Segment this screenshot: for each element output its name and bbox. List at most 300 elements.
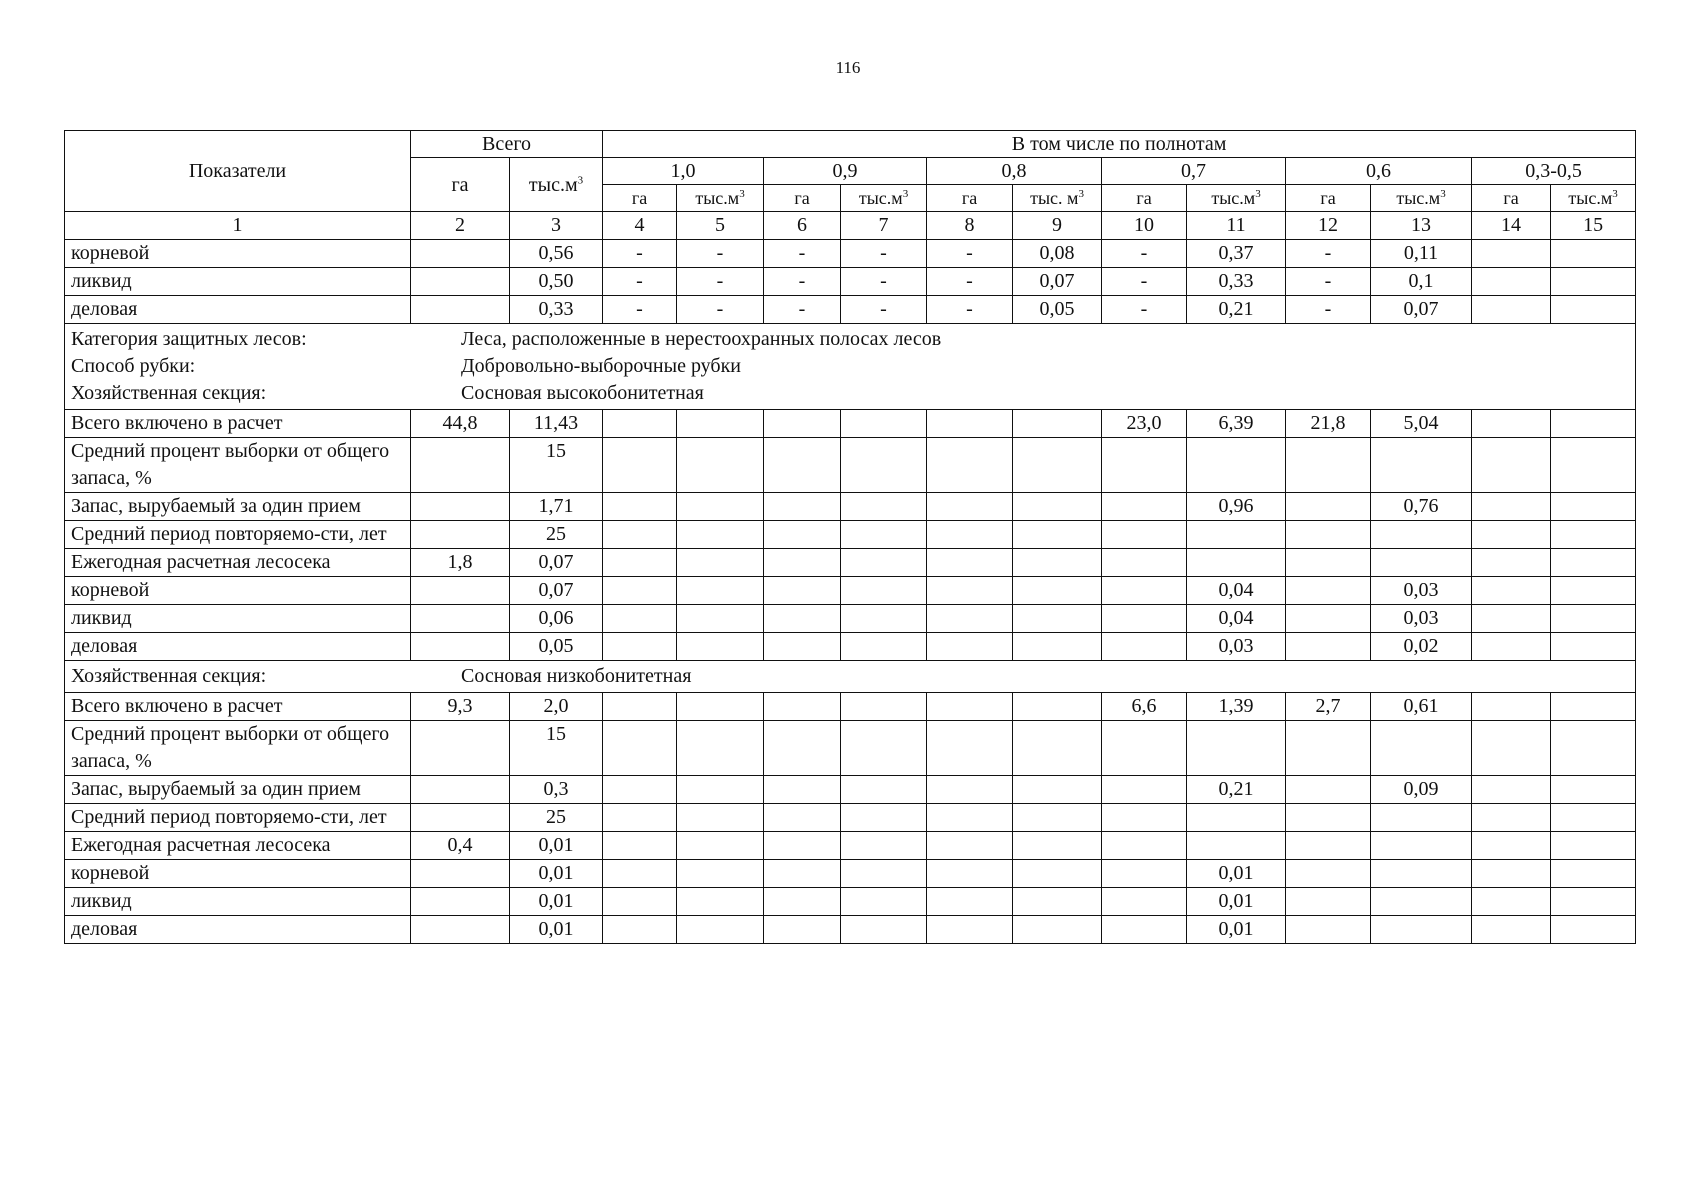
table-cell [927, 776, 1013, 804]
table-cell [411, 240, 510, 268]
table-cell [1472, 916, 1551, 944]
unit-m3: $тыс.м^3$ [1551, 185, 1636, 212]
table-cell [677, 633, 764, 661]
table-cell: 0,07 [510, 577, 603, 605]
table-cell [677, 832, 764, 860]
table-cell: 0,07 [1013, 268, 1102, 296]
table-row [65, 438, 1636, 493]
column-number: 3 [510, 212, 603, 240]
row-label: деловая [65, 296, 411, 324]
table-cell [1551, 521, 1636, 549]
table-cell [677, 916, 764, 944]
table-cell [677, 521, 764, 549]
row-label: деловая [65, 916, 411, 944]
table-cell [927, 804, 1013, 832]
table-cell [841, 633, 927, 661]
table-cell [411, 296, 510, 324]
row-label: Средний процент выборки от общего запаса, % [65, 721, 411, 776]
table-cell: - [1102, 268, 1187, 296]
table-cell [1551, 693, 1636, 721]
table-cell [677, 410, 764, 438]
table-cell [1102, 804, 1187, 832]
table-cell: 0,05 [510, 633, 603, 661]
table-cell [1472, 438, 1551, 493]
table-cell: 0,1 [1371, 268, 1472, 296]
table-cell [603, 721, 677, 776]
table-body [65, 212, 1636, 944]
unit-ha: га [764, 185, 841, 212]
row-label: Ежегодная расчетная лесосека [65, 832, 411, 860]
table-cell [1551, 916, 1636, 944]
table-cell [1551, 860, 1636, 888]
table-cell [603, 438, 677, 493]
table-cell [677, 721, 764, 776]
table-cell [1472, 493, 1551, 521]
table-cell: - [677, 240, 764, 268]
table-cell: 0,01 [510, 832, 603, 860]
column-number: 13 [1371, 212, 1472, 240]
table-row [65, 804, 1636, 832]
table-cell [1013, 693, 1102, 721]
table-cell: 0,03 [1371, 577, 1472, 605]
table-cell [1472, 296, 1551, 324]
row-label: деловая [65, 633, 411, 661]
table-cell: 2,0 [510, 693, 603, 721]
table-cell: - [764, 296, 841, 324]
table-cell [411, 577, 510, 605]
unit-m3: $тыс.м^3$ [1187, 185, 1286, 212]
table-cell [1472, 860, 1551, 888]
table-cell [1551, 776, 1636, 804]
table-cell [764, 549, 841, 577]
table-cell [677, 605, 764, 633]
table-cell: 0,04 [1187, 605, 1286, 633]
info-block-row [65, 661, 1636, 693]
header-total: Всего [411, 131, 603, 158]
table-cell [411, 521, 510, 549]
table-cell [603, 410, 677, 438]
table-cell: 0,61 [1371, 693, 1472, 721]
table-cell: - [1102, 296, 1187, 324]
forest-table [64, 130, 1636, 944]
table-cell: 0,76 [1371, 493, 1472, 521]
table-cell [603, 549, 677, 577]
table-cell [841, 860, 927, 888]
table-cell [1286, 776, 1371, 804]
column-number: 15 [1551, 212, 1636, 240]
table-cell [1472, 410, 1551, 438]
table-cell: 0,07 [1371, 296, 1472, 324]
table-cell [411, 860, 510, 888]
table-cell: 0,01 [510, 888, 603, 916]
header-density-5: 0,6 [1286, 158, 1472, 185]
table-cell [841, 549, 927, 577]
table-cell: 0,21 [1187, 776, 1286, 804]
row-label: Средний процент выборки от общего запаса, % [65, 438, 411, 493]
table-row [65, 888, 1636, 916]
table-row [65, 549, 1636, 577]
table-cell [841, 804, 927, 832]
table-cell: - [764, 240, 841, 268]
table-cell [1286, 832, 1371, 860]
table-cell: 23,0 [1102, 410, 1187, 438]
table-cell [764, 776, 841, 804]
info-line [71, 326, 1629, 353]
table-cell [1102, 860, 1187, 888]
table-cell [1472, 521, 1551, 549]
row-label: корневой [65, 577, 411, 605]
table-cell: - [603, 296, 677, 324]
table-cell: - [603, 268, 677, 296]
table-cell [927, 549, 1013, 577]
table-cell: 0,01 [1187, 888, 1286, 916]
table-cell [1102, 916, 1187, 944]
column-number: 1 [65, 212, 411, 240]
table-cell [603, 776, 677, 804]
table-row [65, 721, 1636, 776]
info-label: Хозяйственная секция: [71, 382, 267, 404]
table-cell [603, 521, 677, 549]
table-cell [764, 605, 841, 633]
table-cell [927, 888, 1013, 916]
table-cell [1371, 804, 1472, 832]
table-cell [841, 776, 927, 804]
table-cell [1286, 860, 1371, 888]
table-cell: - [1286, 240, 1371, 268]
table-cell: 0,11 [1371, 240, 1472, 268]
table-cell [1013, 721, 1102, 776]
table-cell [1551, 549, 1636, 577]
table-cell [411, 776, 510, 804]
table-cell [1102, 493, 1187, 521]
header-density-2: 0,9 [764, 158, 927, 185]
row-label: Средний период повторяемо-сти, лет [65, 521, 411, 549]
table-cell: - [927, 240, 1013, 268]
table-cell: 6,39 [1187, 410, 1286, 438]
unit-m3: $тыс.м^3$ [677, 185, 764, 212]
table-cell [1472, 804, 1551, 832]
table-cell [411, 916, 510, 944]
header-density-6: 0,3-0,5 [1472, 158, 1636, 185]
row-label: корневой [65, 240, 411, 268]
table-cell [603, 832, 677, 860]
table-cell [1371, 916, 1472, 944]
table-cell: 0,04 [1187, 577, 1286, 605]
table-cell [1102, 605, 1187, 633]
table-cell [1371, 860, 1472, 888]
table-cell [764, 521, 841, 549]
table-cell [1013, 860, 1102, 888]
table-cell: - [841, 240, 927, 268]
table-cell: - [1102, 240, 1187, 268]
unit-ha: га [1472, 185, 1551, 212]
table-cell [603, 577, 677, 605]
table-cell: - [841, 268, 927, 296]
table-cell [1551, 832, 1636, 860]
info-value: Добровольно-выборочные рубки [461, 355, 742, 377]
table-row [65, 577, 1636, 605]
table-cell [677, 577, 764, 605]
table-row [65, 240, 1636, 268]
table-cell [841, 721, 927, 776]
table-cell [1551, 888, 1636, 916]
table-cell: - [603, 240, 677, 268]
table-cell: 5,04 [1371, 410, 1472, 438]
table-cell: - [677, 268, 764, 296]
table-cell [1551, 296, 1636, 324]
table-cell: 1,39 [1187, 693, 1286, 721]
table-cell [677, 888, 764, 916]
table-cell [841, 438, 927, 493]
table-cell [1013, 521, 1102, 549]
table-cell: 0,09 [1371, 776, 1472, 804]
table-cell: 0,01 [1187, 860, 1286, 888]
table-cell [603, 888, 677, 916]
table-cell [841, 577, 927, 605]
column-number: 5 [677, 212, 764, 240]
column-number: 10 [1102, 212, 1187, 240]
row-label: ликвид [65, 268, 411, 296]
table-cell [1472, 549, 1551, 577]
table-cell [1013, 577, 1102, 605]
table-cell: - [927, 268, 1013, 296]
info-block [65, 324, 1636, 410]
table-cell: 0,08 [1013, 240, 1102, 268]
table-cell: - [841, 296, 927, 324]
info-value: Сосновая низкобонитетная [461, 665, 692, 687]
table-cell [1102, 577, 1187, 605]
table-cell [1472, 776, 1551, 804]
table-cell [603, 633, 677, 661]
table-cell [411, 438, 510, 493]
table-cell [927, 521, 1013, 549]
table-cell [764, 916, 841, 944]
table-cell [764, 577, 841, 605]
column-number: 8 [927, 212, 1013, 240]
table-cell: 0,07 [510, 549, 603, 577]
table-cell [411, 633, 510, 661]
table-cell [1013, 493, 1102, 521]
column-number: 12 [1286, 212, 1371, 240]
table-cell [1013, 916, 1102, 944]
table-cell [1013, 605, 1102, 633]
table-cell: 1,71 [510, 493, 603, 521]
table-cell [1472, 577, 1551, 605]
header-indicators: Показатели [65, 131, 411, 212]
table-cell [927, 577, 1013, 605]
column-number: 9 [1013, 212, 1102, 240]
page-number: 116 [835, 58, 861, 77]
table-cell [603, 605, 677, 633]
table-cell [1286, 605, 1371, 633]
info-value: Сосновая высокобонитетная [461, 382, 704, 404]
table-cell [764, 804, 841, 832]
column-numbers-row [65, 212, 1636, 240]
info-block-row [65, 324, 1636, 410]
column-number: 6 [764, 212, 841, 240]
unit-m3: $тыс.м^3$ [1371, 185, 1472, 212]
unit-ha: га [1102, 185, 1187, 212]
table-cell [1472, 832, 1551, 860]
table-cell: 0,03 [1371, 605, 1472, 633]
table-cell [927, 493, 1013, 521]
header-density-1: 1,0 [603, 158, 764, 185]
table-cell [603, 916, 677, 944]
table-cell [411, 804, 510, 832]
table-cell [764, 832, 841, 860]
table-cell: 0,06 [510, 605, 603, 633]
table-cell [927, 721, 1013, 776]
table-cell [764, 438, 841, 493]
table-cell [1551, 804, 1636, 832]
table-cell [1286, 633, 1371, 661]
header-total-ha: га [411, 158, 510, 212]
table-cell [1187, 438, 1286, 493]
table-cell [927, 860, 1013, 888]
table-row [65, 633, 1636, 661]
table-cell [1286, 577, 1371, 605]
table-cell: 15 [510, 438, 603, 493]
unit-ha: га [603, 185, 677, 212]
table-row [65, 916, 1636, 944]
table-cell [764, 493, 841, 521]
column-number: 7 [841, 212, 927, 240]
info-label: Хозяйственная секция: [71, 665, 267, 687]
table-cell [764, 860, 841, 888]
table-cell [927, 605, 1013, 633]
table-cell [1472, 721, 1551, 776]
table-cell [677, 776, 764, 804]
column-number: 11 [1187, 212, 1286, 240]
table-cell [411, 605, 510, 633]
table-cell: 0,01 [510, 916, 603, 944]
info-block [65, 661, 1636, 693]
table-cell [1472, 693, 1551, 721]
table-cell [1551, 577, 1636, 605]
column-number: 14 [1472, 212, 1551, 240]
table-cell: 25 [510, 521, 603, 549]
table-cell: 0,01 [1187, 916, 1286, 944]
table-cell [1286, 916, 1371, 944]
table-cell [927, 633, 1013, 661]
row-label: ликвид [65, 605, 411, 633]
table-cell [1371, 721, 1472, 776]
table-cell [764, 633, 841, 661]
table-row [65, 493, 1636, 521]
table-cell [927, 693, 1013, 721]
header-density-3: 0,8 [927, 158, 1102, 185]
table-cell [411, 268, 510, 296]
table-cell [1472, 605, 1551, 633]
table-cell [841, 493, 927, 521]
row-label: Запас, вырубаемый за один прием [65, 776, 411, 804]
table-cell [927, 832, 1013, 860]
unit-m3: $тыс.м^3$ [841, 185, 927, 212]
table-cell [677, 860, 764, 888]
row-label: Средний период повторяемо-сти, лет [65, 804, 411, 832]
table-cell [1102, 888, 1187, 916]
table-cell [841, 693, 927, 721]
table-cell: 11,43 [510, 410, 603, 438]
table-cell [1371, 438, 1472, 493]
table-cell [1187, 521, 1286, 549]
table-cell [1551, 240, 1636, 268]
table-cell [1472, 268, 1551, 296]
table-cell [1013, 776, 1102, 804]
table-cell [1371, 521, 1472, 549]
table-cell [1551, 410, 1636, 438]
table-cell [1472, 240, 1551, 268]
table-cell [841, 605, 927, 633]
table-row [65, 860, 1636, 888]
table-row [65, 605, 1636, 633]
row-label: Ежегодная расчетная лесосека [65, 549, 411, 577]
table-cell: - [1286, 268, 1371, 296]
table-cell [841, 832, 927, 860]
table-cell: 25 [510, 804, 603, 832]
info-label: Категория защитных лесов: [71, 328, 307, 350]
table-row [65, 832, 1636, 860]
table-cell: 0,33 [1187, 268, 1286, 296]
table-cell [1013, 410, 1102, 438]
table-cell: - [764, 268, 841, 296]
table-row [65, 410, 1636, 438]
table-cell [1286, 493, 1371, 521]
row-label: Всего включено в расчет [65, 693, 411, 721]
table-cell [1013, 438, 1102, 493]
table-header [65, 131, 1636, 212]
table-cell [927, 438, 1013, 493]
table-cell: 15 [510, 721, 603, 776]
table-cell [411, 888, 510, 916]
table-cell [927, 410, 1013, 438]
table-cell [1472, 888, 1551, 916]
table-cell [1187, 721, 1286, 776]
table-cell [841, 916, 927, 944]
table-cell [603, 693, 677, 721]
table-cell [1102, 438, 1187, 493]
table-cell [677, 493, 764, 521]
table-cell [927, 916, 1013, 944]
table-cell [411, 493, 510, 521]
table-cell: 0,33 [510, 296, 603, 324]
table-cell [1551, 605, 1636, 633]
table-cell [1371, 549, 1472, 577]
column-number: 4 [603, 212, 677, 240]
table-cell [411, 721, 510, 776]
row-label: корневой [65, 860, 411, 888]
table-cell [677, 549, 764, 577]
table-cell: 0,03 [1187, 633, 1286, 661]
table-cell [1551, 633, 1636, 661]
table-cell [764, 410, 841, 438]
table-cell: - [1286, 296, 1371, 324]
table-cell [841, 888, 927, 916]
table-cell: 0,96 [1187, 493, 1286, 521]
table-cell [1187, 549, 1286, 577]
table-cell [1371, 832, 1472, 860]
table-cell: 1,8 [411, 549, 510, 577]
table-cell [1286, 721, 1371, 776]
table-cell [677, 438, 764, 493]
header-by-density: В том числе по полнотам [603, 131, 1636, 158]
column-number: 2 [411, 212, 510, 240]
table-cell [1102, 633, 1187, 661]
table-row [65, 776, 1636, 804]
table-cell: 0,56 [510, 240, 603, 268]
row-label: ликвид [65, 888, 411, 916]
table-cell [603, 860, 677, 888]
